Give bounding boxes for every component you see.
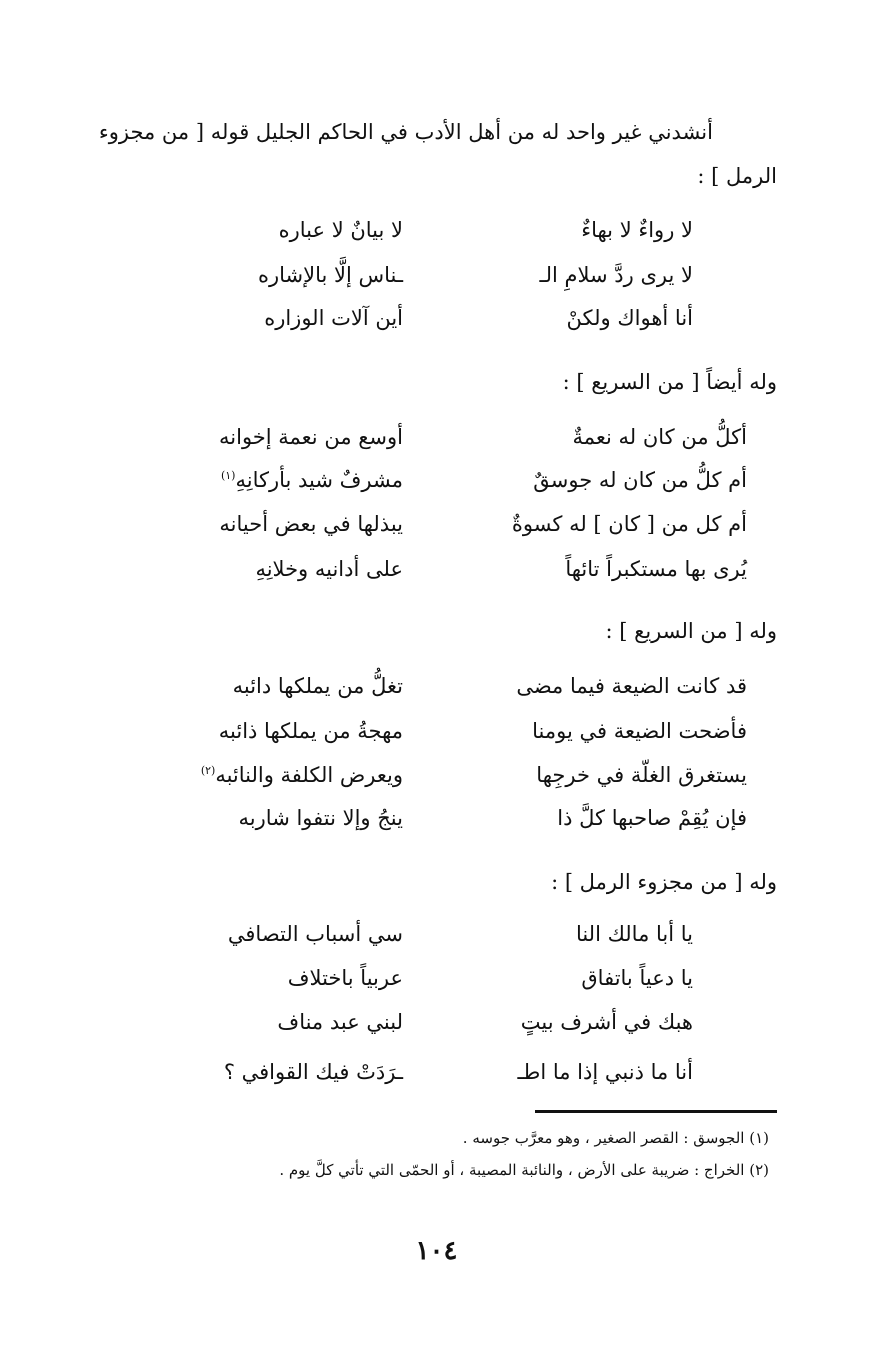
verse-first-hemistich: يُرى بها مستكبراً تائهاً <box>565 557 747 581</box>
section-heading: وله [ من مجزوء الرمل ] : <box>551 870 777 894</box>
intro-line-1: أنشدني غير واحد له من أهل الأدب في الحاكم الجليل قوله [ من مجزوء <box>98 120 713 144</box>
verse-first-hemistich: يستغرق الغلّة في خرجِها <box>536 763 747 787</box>
verse-second-hemistich: ينجُ وإلا نتفوا شاربه <box>238 806 403 830</box>
verse-first-hemistich: أكلُّ من كان له نعمةٌ <box>572 425 747 449</box>
verse-second-hemistich: ـرَدَتْ فيك القوافي ؟ <box>223 1060 403 1084</box>
verse-line <box>0 918 873 950</box>
verse-line <box>0 259 873 291</box>
verse-second-hemistich: على أدانيه وخلانِهِ <box>255 557 403 581</box>
verse-first-hemistich: قد كانت الضيعة فيما مضى <box>516 674 747 698</box>
verse-first-hemistich: أم كل من [ كان ] له كسوةٌ <box>511 512 747 536</box>
verse-second-hemistich: أين آلات الوزاره <box>264 306 403 330</box>
verse-line <box>0 715 873 747</box>
verse-second-hemistich: سي أسباب التصافي <box>227 922 403 946</box>
verse-second-hemistich: تغلُّ من يملكها دائبه <box>232 674 403 698</box>
verse-second-hemistich-text: مشرفٌ شيد بأركانِهِ <box>235 468 403 492</box>
intro-line-2: الرمل ] : <box>697 164 777 188</box>
verse-line <box>0 802 873 834</box>
verse-second-hemistich: ـناس إلَّا بالإشاره <box>257 263 403 287</box>
verse-first-hemistich: هبك في أشرف بيتٍ <box>520 1010 693 1034</box>
footnote-marker: (٢) <box>200 764 216 777</box>
verse-first-hemistich: لا رواءٌ لا بهاءٌ <box>581 218 693 242</box>
verse-line <box>0 421 873 453</box>
verse-line <box>0 1056 873 1088</box>
verse-line <box>0 553 873 585</box>
verse-first-hemistich: أنا ما ذنبي إذا ما اطـ <box>517 1060 693 1084</box>
verse-second-hemistich: لا بيانٌ لا عباره <box>278 218 403 242</box>
verse-first-hemistich: يا دعياً باتفاق <box>581 966 693 990</box>
verse-line <box>0 508 873 540</box>
verse-line <box>0 759 873 791</box>
verse-second-hemistich: لبني عبد مناف <box>277 1010 403 1034</box>
verse-second-hemistich: مهجةُ من يملكها ذائبه <box>218 719 403 743</box>
page-number: ١٠٤ <box>415 1236 458 1266</box>
verse-line <box>0 670 873 702</box>
section-heading: وله أيضاً [ من السريع ] : <box>562 370 777 394</box>
verse-first-hemistich: فإن يُقِمْ صاحبها كلَّ ذا <box>557 806 747 830</box>
verse-line <box>0 302 873 334</box>
footnote-2: (٢) الخراج : ضريبة على الأرض ، والنائبة المصيبة ، أو الحمّى التي تأتي كلَّ يوم . <box>279 1161 769 1179</box>
footnote-marker: (١) <box>220 469 236 482</box>
verse-second-hemistich <box>221 464 403 496</box>
verse-line <box>0 214 873 246</box>
verse-second-hemistich: عربياً باختلاف <box>287 966 403 990</box>
verse-second-hemistich: يبذلها في بعض أحيانه <box>219 512 403 536</box>
verse-line <box>0 962 873 994</box>
verse-first-hemistich: أم كلُّ من كان له جوسقٌ <box>533 468 747 492</box>
verse-first-hemistich: فأضحت الضيعة في يومنا <box>532 719 747 743</box>
verse-second-hemistich <box>201 759 403 791</box>
verse-line <box>0 464 873 496</box>
verse-line <box>0 1006 873 1038</box>
footnote-divider <box>535 1110 777 1113</box>
verse-second-hemistich: أوسع من نعمة إخوانه <box>219 425 403 449</box>
section-heading: وله [ من السريع ] : <box>605 619 777 643</box>
verse-first-hemistich: لا يرى ردَّ سلامِ الـ <box>539 263 693 287</box>
verse-first-hemistich: يا أبا مالك النا <box>575 922 693 946</box>
footnote-1: (١) الجوسق : القصر الصغير ، وهو معرَّب جوسه . <box>462 1129 769 1147</box>
verse-second-hemistich-text: ويعرض الكلفة والنائبه <box>215 763 403 787</box>
verse-first-hemistich: أنا أهواك ولكنْ <box>566 306 693 330</box>
